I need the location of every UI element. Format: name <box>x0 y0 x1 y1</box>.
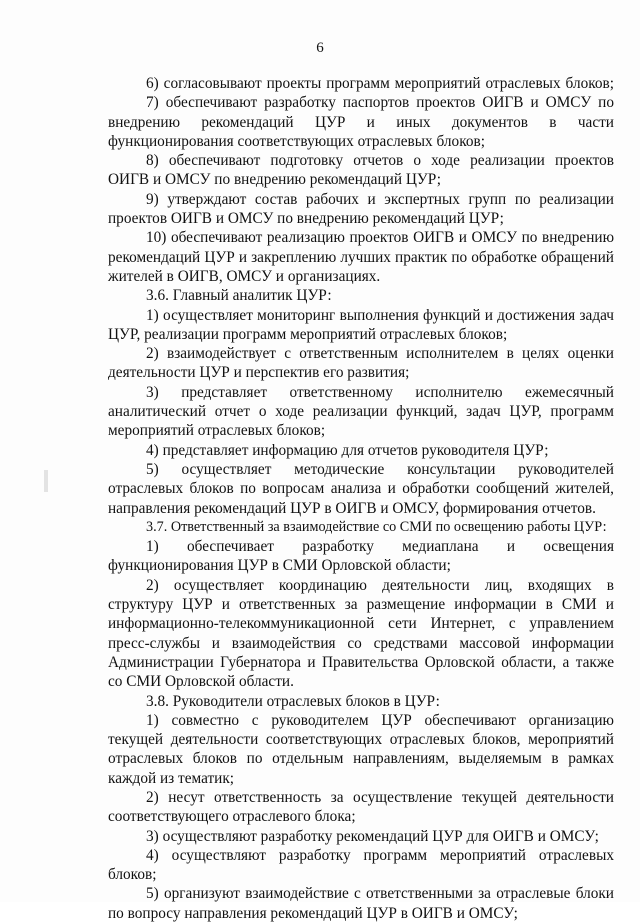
section-heading: 3.7. Ответственный за взаимодействие со СМИ по освещению работы ЦУР: <box>146 518 607 535</box>
paragraph: 5) организуют взаимодействие с ответственными за отраслевые блоки по вопросу направления рекомендаций ЦУР в ОИГВ и ОМСУ; <box>108 885 614 922</box>
paragraph: 10) обеспечивают реализацию проектов ОИГВ и ОМСУ по внедрению рекомендаций ЦУР и закреплению лучших практик по обработке обращений жителей в ОИГВ, ОМСУ и организациях. <box>108 229 614 285</box>
document-body <box>108 74 614 923</box>
scan-margin-mark <box>44 470 48 492</box>
paragraph: 7) обеспечивают разработку паспортов проектов ОИГВ и ОМСУ по внедрению рекомендаций ЦУР и иных документов в части функционирования соответствующих отраслевых блоков; <box>108 94 614 150</box>
section-heading: 3.6. Главный аналитик ЦУР: <box>146 287 332 305</box>
paragraph: 2) взаимодействует с ответственным исполнителем в целях оценки деятельности ЦУР и перспектив его развития; <box>108 345 614 382</box>
paragraph: 4) представляет информацию для отчетов руководителя ЦУР; <box>146 441 549 459</box>
paragraph: 4) осуществляют разработку программ мероприятий отраслевых блоков; <box>108 846 614 884</box>
paragraph: 5) осуществляет методические консультации руководителей отраслевых блоков по вопросам анализа и обработки сообщений жителей, направления рекомендаций ЦУР в ОИГВ и ОМСУ, формирования отчетов. <box>108 460 614 517</box>
paragraph: 9) утверждают состав рабочих и экспертных групп по реализации проектов ОИГВ и ОМСУ по внедрению рекомендаций ЦУР; <box>108 190 614 228</box>
page-number: 6 <box>316 40 324 56</box>
paragraph: 2) несут ответственность за осуществление текущей деятельности соответствующего отраслевого блока; <box>108 788 614 826</box>
paragraph: 8) обеспечивают подготовку отчетов о ходе реализации проектов ОИГВ и ОМСУ по внедрению рекомендаций ЦУР; <box>108 152 614 189</box>
section-heading: 3.8. Руководители отраслевых блоков в ЦУР: <box>146 692 440 710</box>
paragraph: 2) осуществляет координацию деятельности лиц, входящих в структуру ЦУР и ответственных за размещение информации в СМИ и информационно-телекоммуникационной сети Интернет, с управлением пресс-службы и взаимодействия со средствами массовой информации Администрации Губернатора и Правительства Орловской области, а также со СМИ Орловской области. <box>108 576 614 691</box>
paragraph: 1) обеспечивает разработку медиаплана и освещения функционирования ЦУР в СМИ Орловской области; <box>108 538 614 575</box>
paragraph: 3) представляет ответственному исполнителю ежемесячный аналитический отчет о ходе реализации функций, задач ЦУР, программ мероприятий отраслевых блоков; <box>108 383 614 440</box>
paragraph: 1) осуществляет мониторинг выполнения функций и достижения задач ЦУР, реализации программ мероприятий отраслевых блоков; <box>108 306 614 343</box>
paragraph: 1) совместно с руководителем ЦУР обеспечивают организацию текущей деятельности соответствующих отраслевых блоков, мероприятий отраслевых блоков по отдельным направлениям, выделяемым в рамках каждой из тематик; <box>108 711 614 787</box>
paragraph: 6) согласовывают проекты программ мероприятий отраслевых блоков; <box>146 75 614 92</box>
paragraph: 3) осуществляют разработку рекомендаций ЦУР для ОИГВ и ОМСУ; <box>146 827 599 845</box>
